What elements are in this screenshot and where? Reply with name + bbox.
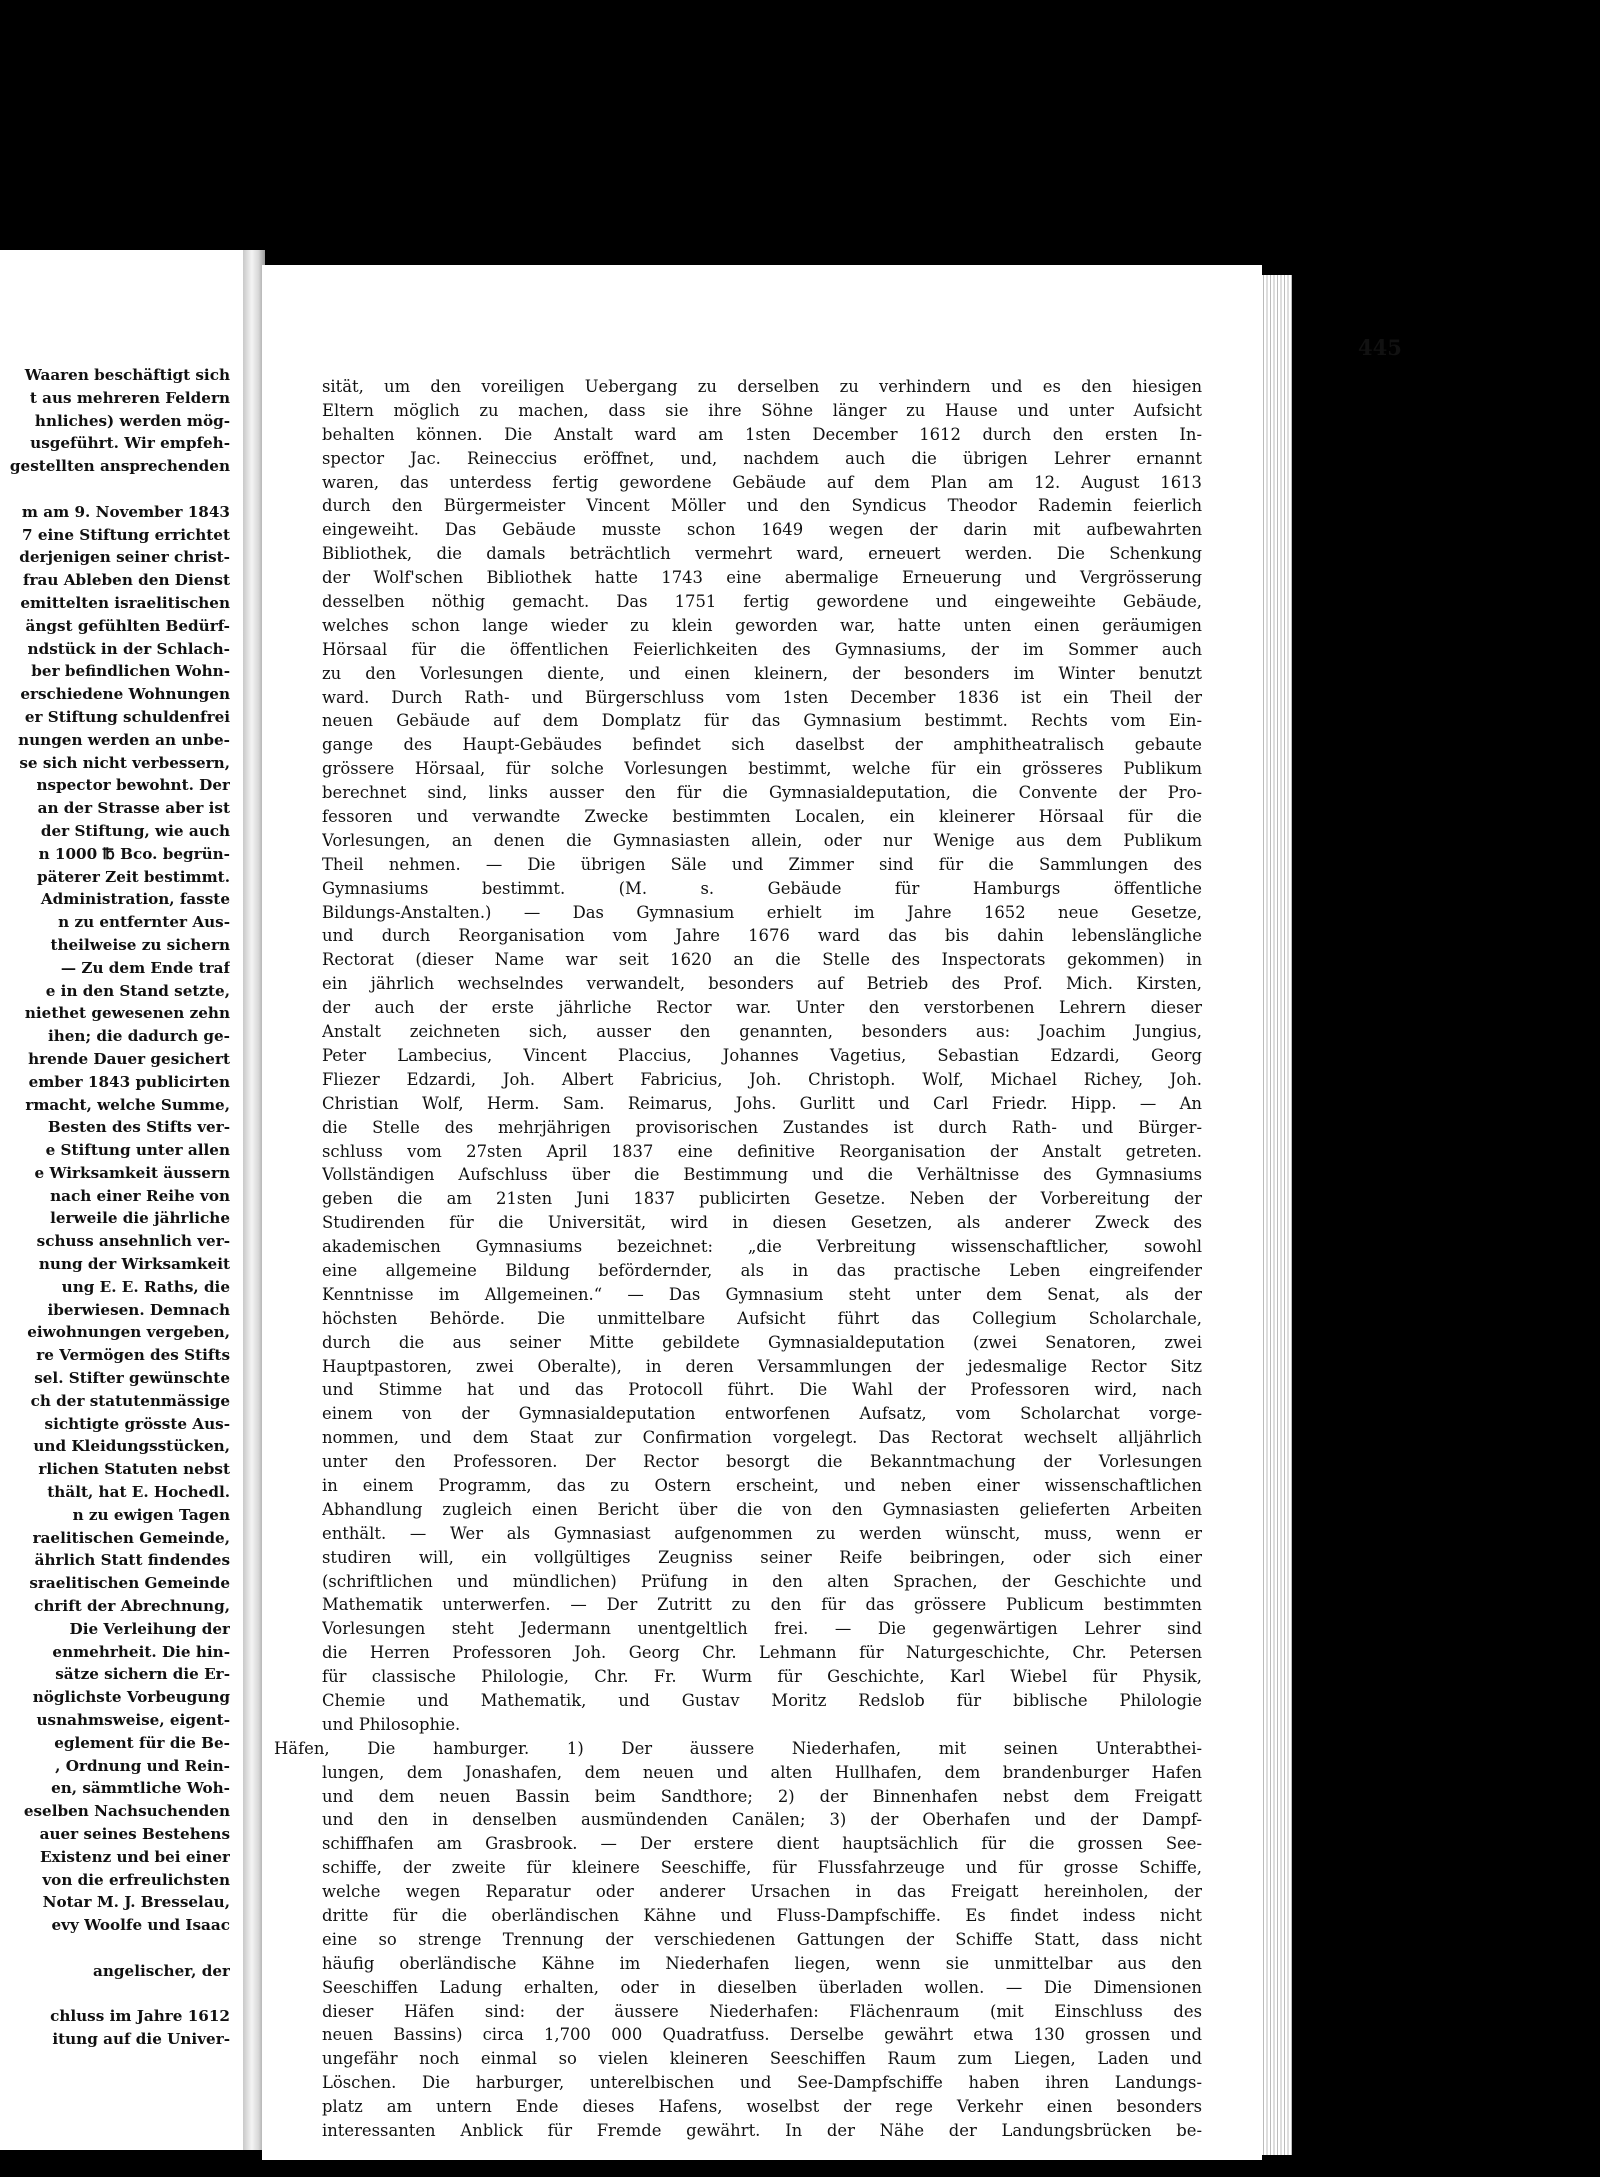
left-column-line: lerweile die jährliche (50, 1209, 230, 1228)
body-text-line: behalten können. Die Anstalt ward am 1sten December 1612 durch den ersten In- (322, 424, 1202, 444)
body-text-line: Fliezer Edzardi, Joh. Albert Fabricius, Joh. Christoph. Wolf, Michael Richey, Joh. (322, 1069, 1202, 1089)
left-column-line: gestellten ansprechenden (9, 457, 230, 476)
left-column-line: ihen; die dadurch ge- (47, 1027, 230, 1046)
left-column-line: ch der statutenmässige (30, 1391, 230, 1410)
left-column-line: thält, hat E. Hochedl. (47, 1483, 230, 1502)
left-column-line: n 1000 ℔ Bco. begrün- (38, 844, 230, 863)
body-text-line: und Stimme hat und das Protocoll führt. Die Wahl der Professoren wird, nach (322, 1380, 1202, 1400)
left-column-line: sraelitischen Gemeinde (29, 1574, 230, 1593)
left-column-line: er Stiftung schuldenfrei (24, 707, 230, 726)
left-column-line: ember 1843 publicirten (28, 1072, 230, 1091)
body-text-line: Bibliothek, die damals beträchtlich vermehrt ward, erneuert werden. Die Schenkung (322, 544, 1202, 564)
left-column-line: erschiedene Wohnungen (20, 685, 230, 704)
body-text-line: Eltern möglich zu machen, dass sie ihre Söhne länger zu Hause und unter Aufsicht (322, 400, 1202, 420)
body-text-line: waren, das unterdess fertig gewordene Gebäude auf dem Plan am 12. August 1613 (322, 472, 1202, 492)
body-text-line: durch die aus seiner Mitte gebildete Gymnasialdeputation (zwei Senatoren, zwei (322, 1332, 1202, 1352)
left-column-line: eiwohnungen vergeben, (27, 1323, 230, 1342)
body-text-line: welches schon lange wieder zu klein geworden war, hatte unten einen geräumigen (322, 615, 1202, 635)
body-text-line: Christian Wolf, Herm. Sam. Reimarus, Johs. Gurlitt und Carl Friedr. Hipp. — An (322, 1093, 1202, 1113)
body-text-line: neuen Gebäude auf dem Domplatz für das Gymnasium bestimmt. Rechts vom Ein- (322, 711, 1202, 731)
left-column-line: itung auf die Univer- (52, 2030, 230, 2049)
left-column-line (0, 478, 230, 501)
hafen-entry-line: Seeschiffen Ladung erhalten, oder in dieselben überladen wollen. — Die Dimensionen (322, 1977, 1202, 1997)
body-text-line: Rectorat (dieser Name war seit 1620 an die Stelle des Inspectorats gekommen) in (322, 950, 1202, 970)
left-column-line: rmacht, welche Summe, (25, 1095, 230, 1114)
body-text-line: die Stelle des mehrjährigen provisorischen Zustandes ist durch Rath- und Bürger- (322, 1117, 1202, 1137)
body-text-line: für classische Philologie, Chr. Fr. Wurm für Geschichte, Karl Wiebel für Physik, (322, 1667, 1202, 1687)
hafen-entry-line: und den in denselben ausmündenden Canälen; 3) der Oberhafen und der Dampf- (322, 1810, 1202, 1830)
left-column-line: sel. Stifter gewünschte (34, 1369, 230, 1388)
body-text-line: Vorlesungen, an denen die Gymnasiasten allein, oder nur Wenige aus dem Publikum (322, 830, 1202, 850)
left-column-line (0, 1937, 230, 1960)
body-text-line: unter den Professoren. Der Rector besorgt die Bekanntmachung der Vorlesungen (322, 1452, 1202, 1472)
body-text-line: sität, um den voreiligen Uebergang zu derselben zu verhindern und es den hiesigen (322, 377, 1202, 396)
body-text-line: Vollständigen Aufschluss über die Bestimmung und die Verhältnisse des Gymnasiums (322, 1165, 1202, 1185)
left-column-line: n zu ewigen Tagen (72, 1505, 230, 1524)
right-page (262, 265, 1402, 2160)
left-column-line: niethet gewesenen zehn (24, 1004, 230, 1023)
left-column-line: nach einer Reihe von (50, 1186, 230, 1205)
body-text-line: nommen, und dem Staat zur Confirmation vorgelegt. Das Rectorat wechselt alljährlich (322, 1428, 1202, 1448)
body-text-line: ward. Durch Rath- und Bürgerschluss vom 1sten December 1836 ist ein Theil der (322, 687, 1202, 707)
left-column-line: enmehrheit. Die hin- (52, 1642, 230, 1661)
left-column-line: iberwiesen. Demnach (47, 1300, 230, 1319)
left-column-line: theilweise zu sichern (50, 935, 230, 954)
left-column-line: , Ordnung und Rein- (55, 1756, 230, 1775)
left-column-line: an der Strasse aber ist (37, 799, 230, 818)
hafen-entry-line: platz am untern Ende dieses Hafens, woselbst der rege Verkehr einen besonders (322, 2097, 1202, 2117)
left-column-line: hnliches) werden mög- (34, 411, 230, 430)
body-text-line: Kenntnisse im Allgemeinen.“ — Das Gymnasium steht unter dem Senat, als der (322, 1284, 1202, 1304)
left-page (0, 250, 243, 2150)
body-text-line: Peter Lambecius, Vincent Placcius, Johannes Vagetius, Sebastian Edzardi, Georg (322, 1045, 1202, 1065)
left-column-line: 7 eine Stiftung errichtet (22, 525, 230, 544)
body-text-line: fessoren und verwandte Zwecke bestimmten Localen, ein kleinerer Hörsaal für die (322, 807, 1202, 827)
body-text-line: Hörsaal für die öffentlichen Feierlichkeiten des Gymnasiums, der im Sommer auch (322, 639, 1202, 659)
hafen-entry-line: neuen Bassins) circa 1,700 000 Quadratfuss. Derselbe gewährt etwa 130 grossen und (322, 2025, 1202, 2045)
left-column-line: derjenigen seiner christ- (19, 548, 230, 567)
left-column-line: nung der Wirksamkeit (38, 1255, 230, 1274)
body-text-line: eingeweiht. Das Gebäude musste schon 1649 wegen der darin mit aufbewahrten (322, 520, 1202, 540)
left-column-line: re Vermögen des Stifts (36, 1346, 230, 1365)
left-column-line: sätze sichern die Er- (55, 1665, 230, 1684)
body-text-line: enthält. — Wer als Gymnasiast aufgenommen zu werden wünscht, muss, wenn er (322, 1523, 1202, 1543)
body-text-line: ein jährlich wechselndes verwandelt, besonders auf Betrieb des Prof. Mich. Kirsten, (322, 974, 1202, 994)
body-text-line: Chemie und Mathematik, und Gustav Moritz Redslob für biblische Philologie (322, 1690, 1202, 1710)
hafen-entry-line: interessanten Anblick für Fremde gewährt. In der Nähe der Landungsbrücken be- (322, 2121, 1202, 2141)
left-column-line: hrende Dauer gesichert (28, 1049, 230, 1068)
left-column-line: e Stiftung unter allen (45, 1141, 230, 1160)
left-column-line: se sich nicht verbessern, (19, 753, 230, 772)
body-text-line: Studirenden für die Universität, wird in diesen Gesetzen, als anderer Zweck des (322, 1213, 1202, 1233)
left-column-line: der Stiftung, wie auch (40, 821, 230, 840)
body-text-line: und durch Reorganisation vom Jahre 1676 ward das bis dahin lebenslängliche (322, 926, 1202, 946)
left-column-line: usnahmsweise, eigent- (36, 1711, 230, 1730)
left-column-line: chluss im Jahre 1612 (50, 2007, 230, 2026)
body-text-line: höchsten Behörde. Die unmittelbare Aufsicht führt das Collegium Scholarchale, (322, 1308, 1202, 1328)
hafen-entry-line: lungen, dem Jonashafen, dem neuen und alten Hullhafen, dem brandenburger Hafen (322, 1762, 1202, 1782)
left-column-line: ängst gefühlten Bedürf- (25, 616, 230, 635)
left-column-line: ber befindlichen Wohn- (31, 662, 230, 681)
left-column-line: von die erfreulichsten (42, 1870, 230, 1889)
left-column-line: päterer Zeit bestimmt. (37, 867, 230, 886)
left-column-line: schuss ansehnlich ver- (36, 1232, 230, 1251)
body-text-line: einem von der Gymnasialdeputation entworfenen Aufsatz, vom Scholarchat vorge- (322, 1404, 1202, 1424)
left-column-line: en, sämmtliche Woh- (51, 1779, 230, 1798)
body-text-line: geben die am 21sten Juni 1837 publicirten Gesetze. Neben der Vorbereitung der (322, 1189, 1202, 1209)
left-column-line: raelitischen Gemeinde, (32, 1528, 230, 1547)
body-text-line: grössere Hörsaal, für solche Vorlesungen bestimmt, welche für ein grösseres Publikum (322, 759, 1202, 779)
left-column-line: — Zu dem Ende traf (60, 958, 230, 977)
hafen-entry-line: und dem neuen Bassin beim Sandthore; 2) der Binnenhafen nebst dem Freigatt (322, 1786, 1202, 1806)
body-text-line: Mathematik unterwerfen. — Der Zutritt zu den für das grössere Publicum bestimmten (322, 1595, 1202, 1615)
body-text-line: eine allgemeine Bildung befördernder, als in das practische Leben eingreifender (322, 1260, 1202, 1280)
hafen-entry-line: schiffhafen am Grasbrook. — Der erstere dient hauptsächlich für die grossen See- (322, 1834, 1202, 1854)
left-column-line: sichtigte grösste Aus- (44, 1414, 230, 1433)
body-text-line: (schriftlichen und mündlichen) Prüfung in den alten Sprachen, der Geschichte und (322, 1571, 1202, 1591)
left-column-line: e in den Stand setzte, (45, 981, 230, 1000)
hafen-entry-line: dritte für die oberländischen Kähne und Fluss-Dampfschiffe. Es findet indess nicht (322, 1906, 1202, 1925)
body-text-line: durch den Bürgermeister Vincent Möller und den Syndicus Theodor Rademin feierlich (322, 496, 1202, 516)
left-column-line: chrift der Abrechnung, (34, 1597, 230, 1616)
body-text-line: zu den Vorlesungen diente, und einen kleinern, der besonders im Winter benutzt (322, 663, 1202, 683)
body-text-line: gange des Haupt-Gebäudes befindet sich daselbst der amphitheatralisch gebaute (322, 735, 1202, 755)
hafen-entry-line: schiffe, der zweite für kleinere Seeschiffe, für Flussfahrzeuge und für grosse Schiffe, (322, 1858, 1202, 1878)
body-text-line: Theil nehmen. — Die übrigen Säle und Zimmer sind für die Sammlungen des (322, 854, 1202, 874)
left-column-line: evy Woolfe und Isaac (51, 1916, 230, 1935)
body-text-line: schluss vom 27sten April 1837 eine definitive Reorganisation der Anstalt getreten. (322, 1141, 1202, 1161)
page-number: 445 (1358, 335, 1402, 360)
left-column-line: angelischer, der (93, 1961, 230, 1980)
left-column-line: und Kleidungsstücken, (33, 1437, 230, 1456)
left-column-line: t aus mehreren Feldern (29, 388, 230, 407)
body-text-line: studiren will, ein vollgültiges Zeugniss seiner Reife beibringen, oder sich einer (322, 1547, 1202, 1567)
left-column-line: ung E. E. Raths, die (61, 1277, 230, 1296)
body-text-line: Vorlesungen steht Jedermann unentgeltlich frei. — Die gegenwärtigen Lehrer sind (322, 1619, 1202, 1639)
body-text-line: Abhandlung zugleich einen Bericht über die von den Gymnasiasten gelieferten Arbeiten (322, 1499, 1202, 1519)
left-column-line: nöglichste Vorbeugung (32, 1688, 230, 1707)
left-column-line: n zu entfernter Aus- (58, 913, 230, 932)
body-text-line: der auch der erste jährliche Rector war. Unter den verstorbenen Lehrern dieser (322, 998, 1202, 1018)
left-column-line: Administration, fasste (40, 890, 230, 909)
hafen-entry-line: dieser Häfen sind: der äussere Niederhafen: Flächenraum (mit Einschluss des (322, 2001, 1202, 2021)
left-column-line: Waaren beschäftigt sich (24, 366, 230, 384)
body-text-line: und Philosophie. (322, 1714, 461, 1734)
left-column-line: Existenz und bei einer (39, 1847, 230, 1866)
hafen-entry-line: Häfen, Die hamburger. 1) Der äussere Niederhafen, mit seinen Unterabthei- (274, 1738, 1202, 1758)
body-text-line: spector Jac. Reineccius eröffnet, und, nachdem auch die übrigen Lehrer ernannt (322, 448, 1202, 468)
body-text-line: desselben nöthig gemacht. Das 1751 fertig gewordene und eingeweihte Gebäude, (322, 592, 1202, 612)
left-column-text (0, 364, 230, 2051)
left-column-line: eglement für die Be- (54, 1733, 230, 1752)
left-column-line: Besten des Stifts ver- (47, 1118, 230, 1137)
hafen-entry-line: häufig oberländische Kähne im Niederhafen liegen, wenn sie unmittelbar aus den (322, 1953, 1202, 1973)
body-text-line: die Herren Professoren Joh. Georg Chr. Lehmann für Naturgeschichte, Chr. Petersen (322, 1643, 1202, 1663)
body-text-line: akademischen Gymnasiums bezeichnet: „die Verbreitung wissenschaftlicher, sowohl (322, 1237, 1202, 1257)
left-column-line: auer seines Bestehens (39, 1825, 230, 1843)
left-column-line: emittelten israelitischen (20, 593, 230, 612)
body-text-line: Bildungs-Anstalten.) — Das Gymnasium erhielt im Jahre 1652 neue Gesetze, (322, 902, 1202, 922)
left-column-line: Notar M. J. Bresselau, (42, 1893, 230, 1912)
left-column-line: nungen werden an unbe- (18, 730, 230, 749)
left-column-line: ndstück in der Schlach- (27, 639, 230, 658)
body-text-line: in einem Programm, das zu Ostern erscheint, und neben einer wissenschaftlichen (322, 1475, 1202, 1495)
left-column-line (0, 1983, 230, 2006)
left-column-line: m am 9. November 1843 (21, 502, 230, 521)
hafen-entry-line: eine so strenge Trennung der verschiedenen Gattungen der Schiffe Statt, dass nicht (322, 1929, 1202, 1949)
left-column-line: Die Verleihung der (69, 1619, 230, 1638)
body-text-line: der Wolf'schen Bibliothek hatte 1743 eine abermalige Erneuerung und Vergrösserung (322, 568, 1202, 588)
hafen-entry-line: Löschen. Die harburger, unterelbischen und See-Dampfschiffe haben ihren Landungs- (322, 2073, 1202, 2093)
main-text (274, 375, 1202, 2143)
body-text-line: Hauptpastoren, zwei Oberalte), in deren Versammlungen der jedesmalige Rector Sitz (322, 1356, 1202, 1376)
left-column-line: rlichen Statuten nebst (38, 1460, 230, 1479)
left-column-line: nspector bewohnt. Der (36, 776, 230, 795)
body-text-line: Anstalt zeichneten sich, ausser den genannten, besonders aus: Joachim Jungius, (322, 1022, 1202, 1042)
body-text-line: Gymnasiums bestimmt. (M. s. Gebäude für Hamburgs öffentliche (322, 878, 1202, 898)
hafen-entry-line: ungefähr noch einmal so vielen kleineren Seeschiffen Raum zum Liegen, Laden und (322, 2049, 1202, 2069)
hafen-entry-line: welche wegen Reparatur oder anderer Ursachen in das Freigatt hereinholen, der (322, 1882, 1202, 1902)
left-column-line: frau Ableben den Dienst (23, 571, 230, 590)
left-column-line: ährlich Statt findendes (34, 1551, 230, 1570)
body-text-line: berechnet sind, links ausser den für die Gymnasialdeputation, die Convente der Pro- (322, 783, 1202, 803)
left-column-line: e Wirksamkeit äussern (34, 1163, 230, 1182)
left-column-line: eselben Nachsuchenden (23, 1802, 230, 1821)
left-column-line: usgeführt. Wir empfeh- (30, 434, 230, 453)
